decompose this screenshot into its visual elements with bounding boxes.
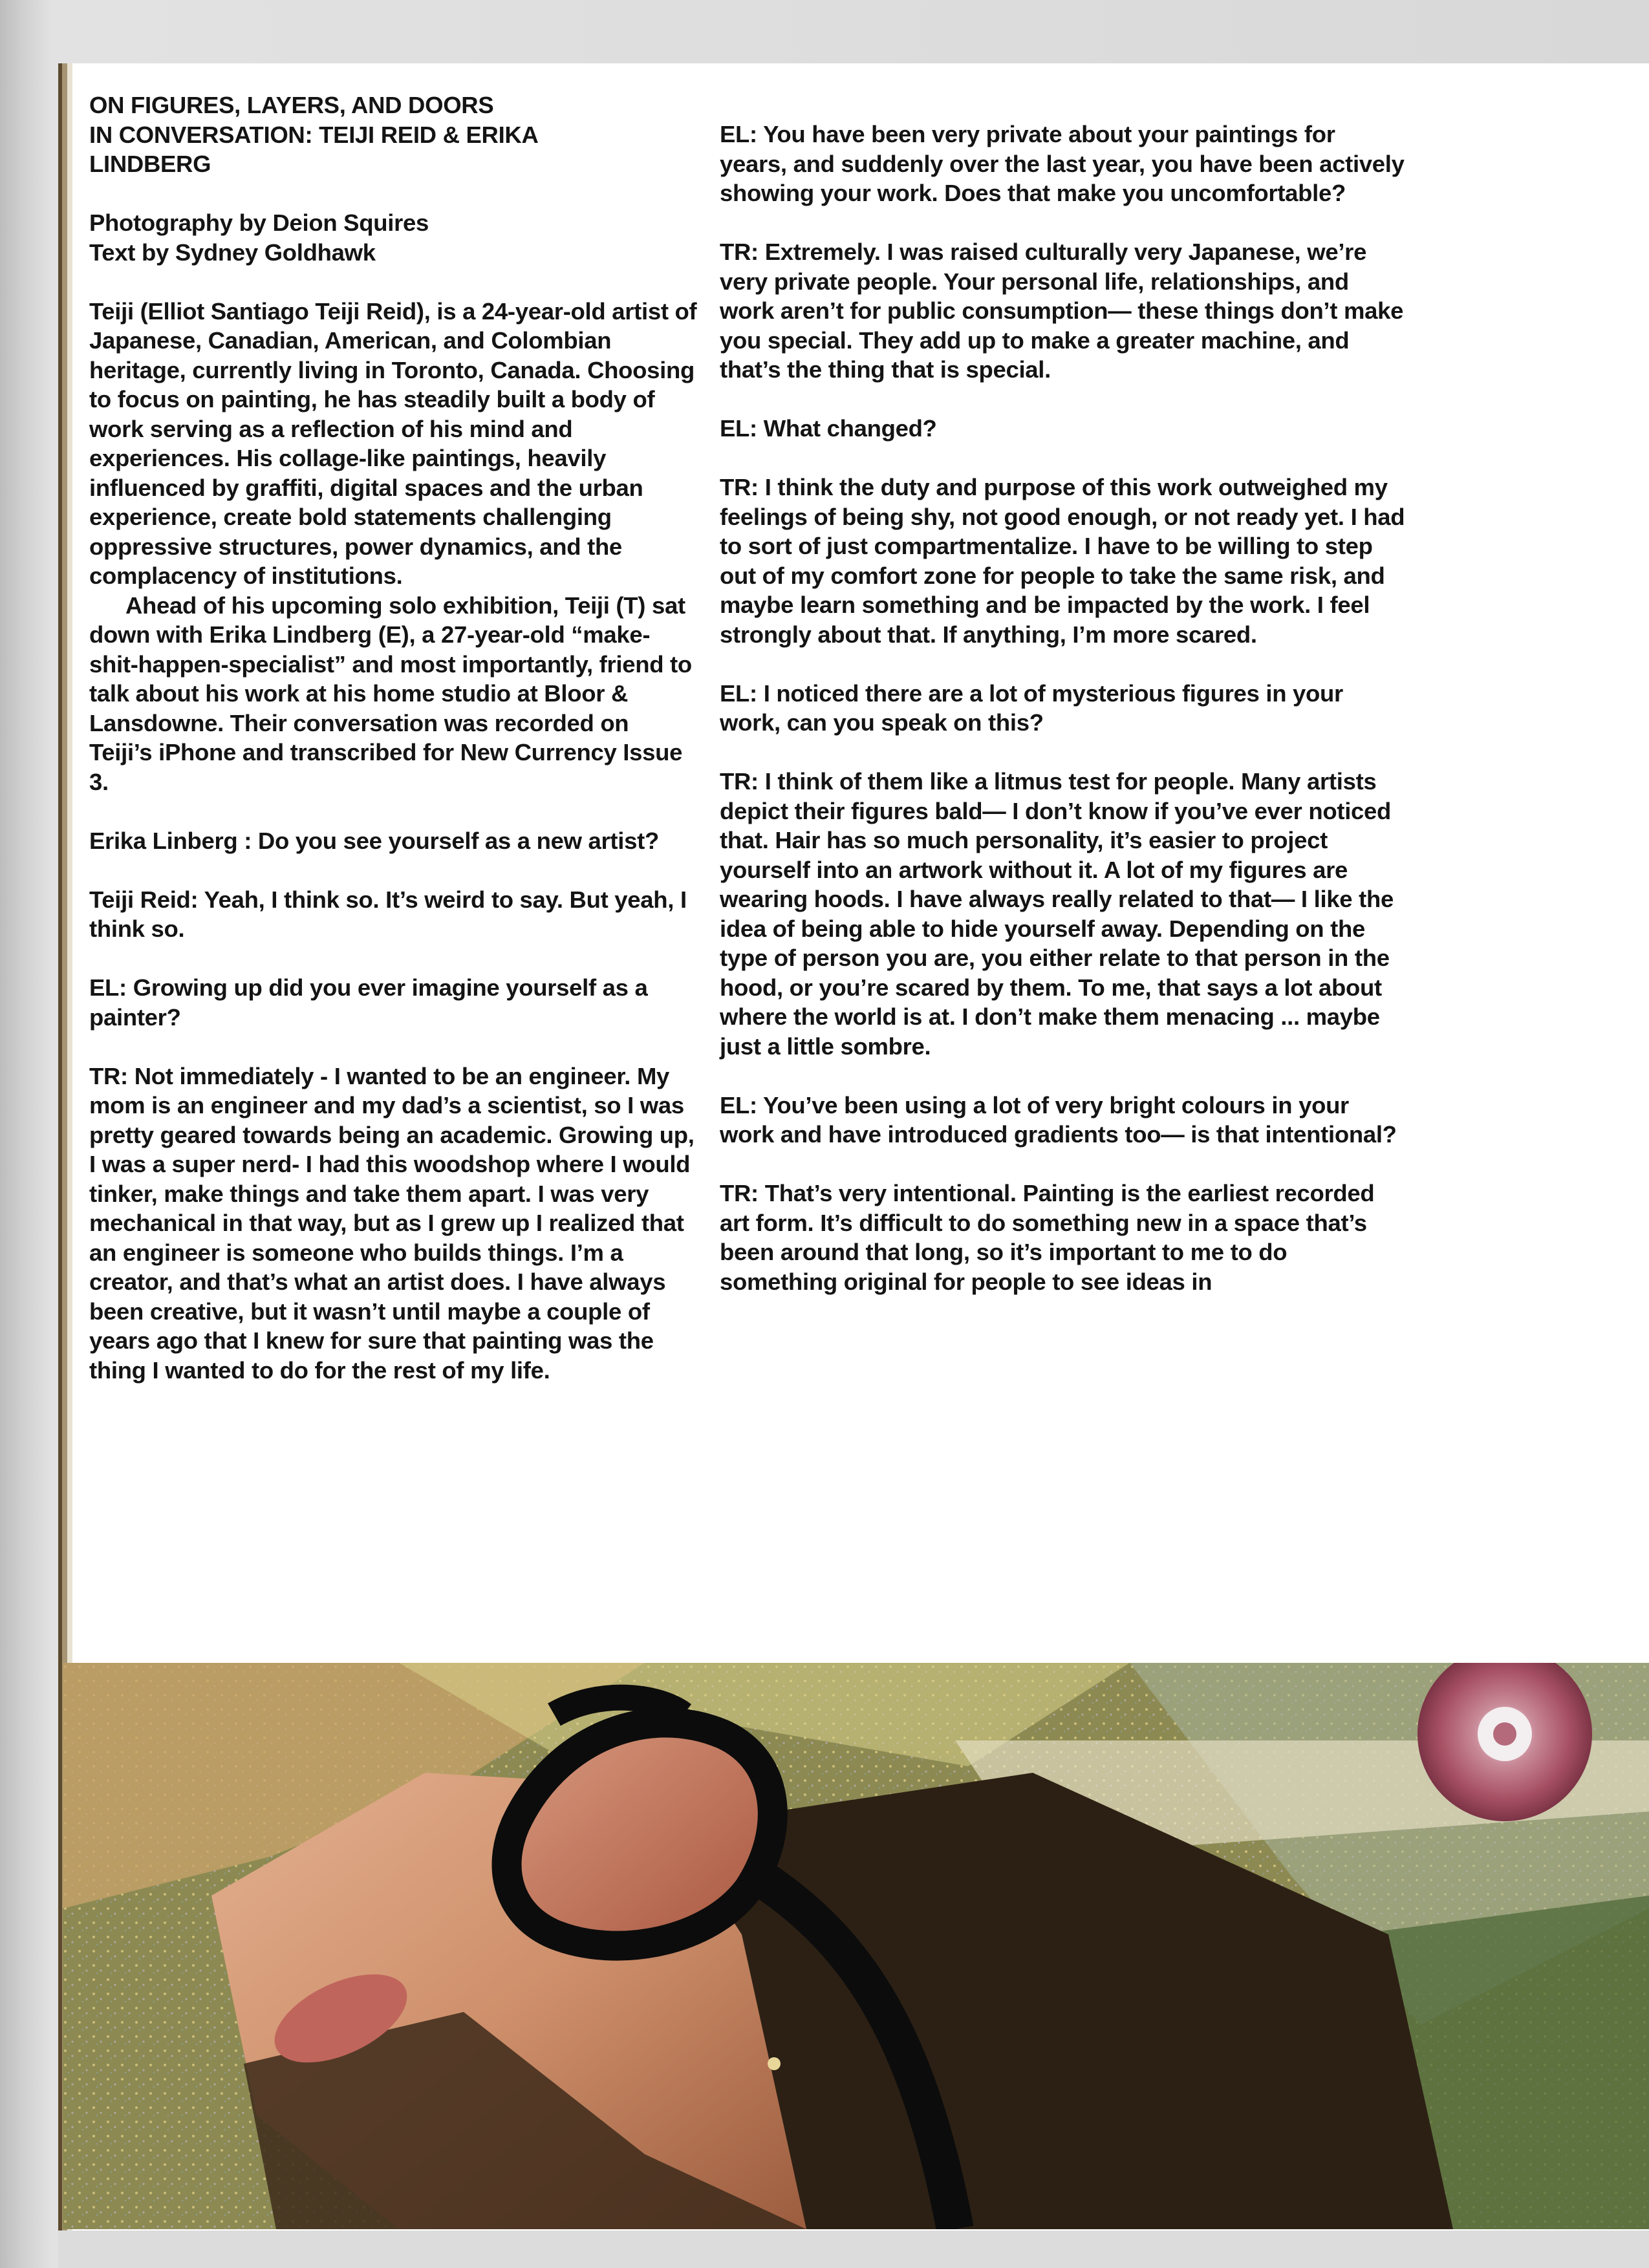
intro-paragraph-2: Ahead of his upcoming solo exhibition, Teiji (T) sat down with Erika Lindberg (E), a 27-year-old “make-shit-happen-specialist” and most importantly, friend to talk about his work at his home studio at Bloor & Lansdowne. Their conversation was recorded on Teiji’s iPhone and transcribed for New Currency Issue 3. bbox=[89, 592, 692, 795]
portrait-photo-illustration bbox=[63, 1663, 1649, 2229]
photography-credit: Photography by Deion Squires bbox=[89, 209, 429, 236]
title-line-3: LINDBERG bbox=[89, 151, 211, 177]
answer-paragraph: TR: Not immediately - I wanted to be an engineer. My mom is an engineer and my dad’s a scientist, so I was pretty geared towards being an academic. Growing up, I was a super nerd- I had this woodshop where I would tinker, make things and take them apart. I was very mechanical in that way, but as I grew up I realized that an engineer is someone who builds things. I’m a creator, and that’s what an artist does. I have always been creative, but it wasn’t until maybe a couple of years ago that I knew for sure that painting was the thing I wanted to do for the rest of my life. bbox=[89, 1062, 695, 1384]
question-paragraph: EL: I noticed there are a lot of mysterious figures in your work, can you speak on this? bbox=[720, 679, 1343, 736]
question-paragraph: Erika Linberg : Do you see yourself as a new artist? bbox=[89, 827, 659, 854]
intro-paragraph-1: Teiji (Elliot Santiago Teiji Reid), is a 24-year-old artist of Japanese, Canadian, American, and Colombian heritage, currently living in Toronto, Canada. Choosing to focus on painting, he has steadily built a body of work serving as a reflection of his mind and experiences. His collage-like paintings, heavily influenced by graffiti, digital spaces and the urban experience, create bold statements challenging oppressive structures, power dynamics, and the complacency of institutions. bbox=[89, 297, 697, 589]
glasses-lens bbox=[507, 1722, 773, 1945]
glasses-detail bbox=[768, 2057, 781, 2070]
question-paragraph: EL: What changed? bbox=[720, 415, 937, 442]
answer-paragraph: TR: Extremely. I was raised culturally very Japanese, we’re very private people. Your personal life, relationships, and work aren’t for public consumption— these things don’t make you special. They add up to make a greater machine, and that’s the thing that is special. bbox=[720, 239, 1404, 383]
answer-paragraph: TR: I think the duty and purpose of this work outweighed my feelings of being shy, not good enough, or not ready yet. I had to sort of just compartmentalize. I have to be willing to step out of my comfort zone for people to take the same risk, and maybe learn something and be impacted by the work. I feel strongly about that. If anything, I’m more scared. bbox=[720, 474, 1405, 648]
spray-can-nozzle-center bbox=[1493, 1722, 1516, 1746]
credits bbox=[89, 208, 697, 267]
question-paragraph: EL: You have been very private about your paintings for years, and suddenly over the last year, you have been actively showing your work. Does that make you uncomfortable? bbox=[720, 121, 1405, 206]
answer-paragraph: TR: I think of them like a litmus test for people. Many artists depict their figures bald— I don’t know if you’ve ever noticed that. Hair has so much personality, it’s easier to project yourself into an artwork without it. A lot of my figures are wearing hoods. I have always really related to that— I like the idea of being able to hide yourself away. Depending on the type of person you are, you either relate to that person in the hood, or you’re scared by them. To me, that says a lot about where the world is at. I don’t make them menacing ... maybe just a little sombre. bbox=[720, 768, 1394, 1060]
text-credit: Text by Sydney Goldhawk bbox=[89, 239, 376, 266]
answer-paragraph: Teiji Reid: Yeah, I think so. It’s weird to say. But yeah, I think so. bbox=[89, 886, 687, 942]
answer-paragraph: TR: That’s very intentional. Painting is the earliest recorded art form. It’s difficult to do something new in a space that’s been around that long, so it’s important to me to do something original for people to see ideas in bbox=[720, 1180, 1375, 1295]
left-text-column bbox=[89, 91, 697, 1415]
title-line-2: IN CONVERSATION: TEIJI REID & ERIKA bbox=[89, 121, 539, 148]
portrait-photo bbox=[63, 1663, 1649, 2229]
article-title bbox=[89, 91, 697, 179]
scan-margin-bottom bbox=[58, 2231, 1649, 2268]
question-paragraph: EL: Growing up did you ever imagine yourself as a painter? bbox=[89, 974, 648, 1031]
title-line-1: ON FIGURES, LAYERS, AND DOORS bbox=[89, 92, 494, 118]
question-paragraph: EL: You’ve been using a lot of very bright colours in your work and have introduced gradients too— is that intentional? bbox=[720, 1091, 1397, 1148]
right-text-column bbox=[720, 120, 1405, 1326]
